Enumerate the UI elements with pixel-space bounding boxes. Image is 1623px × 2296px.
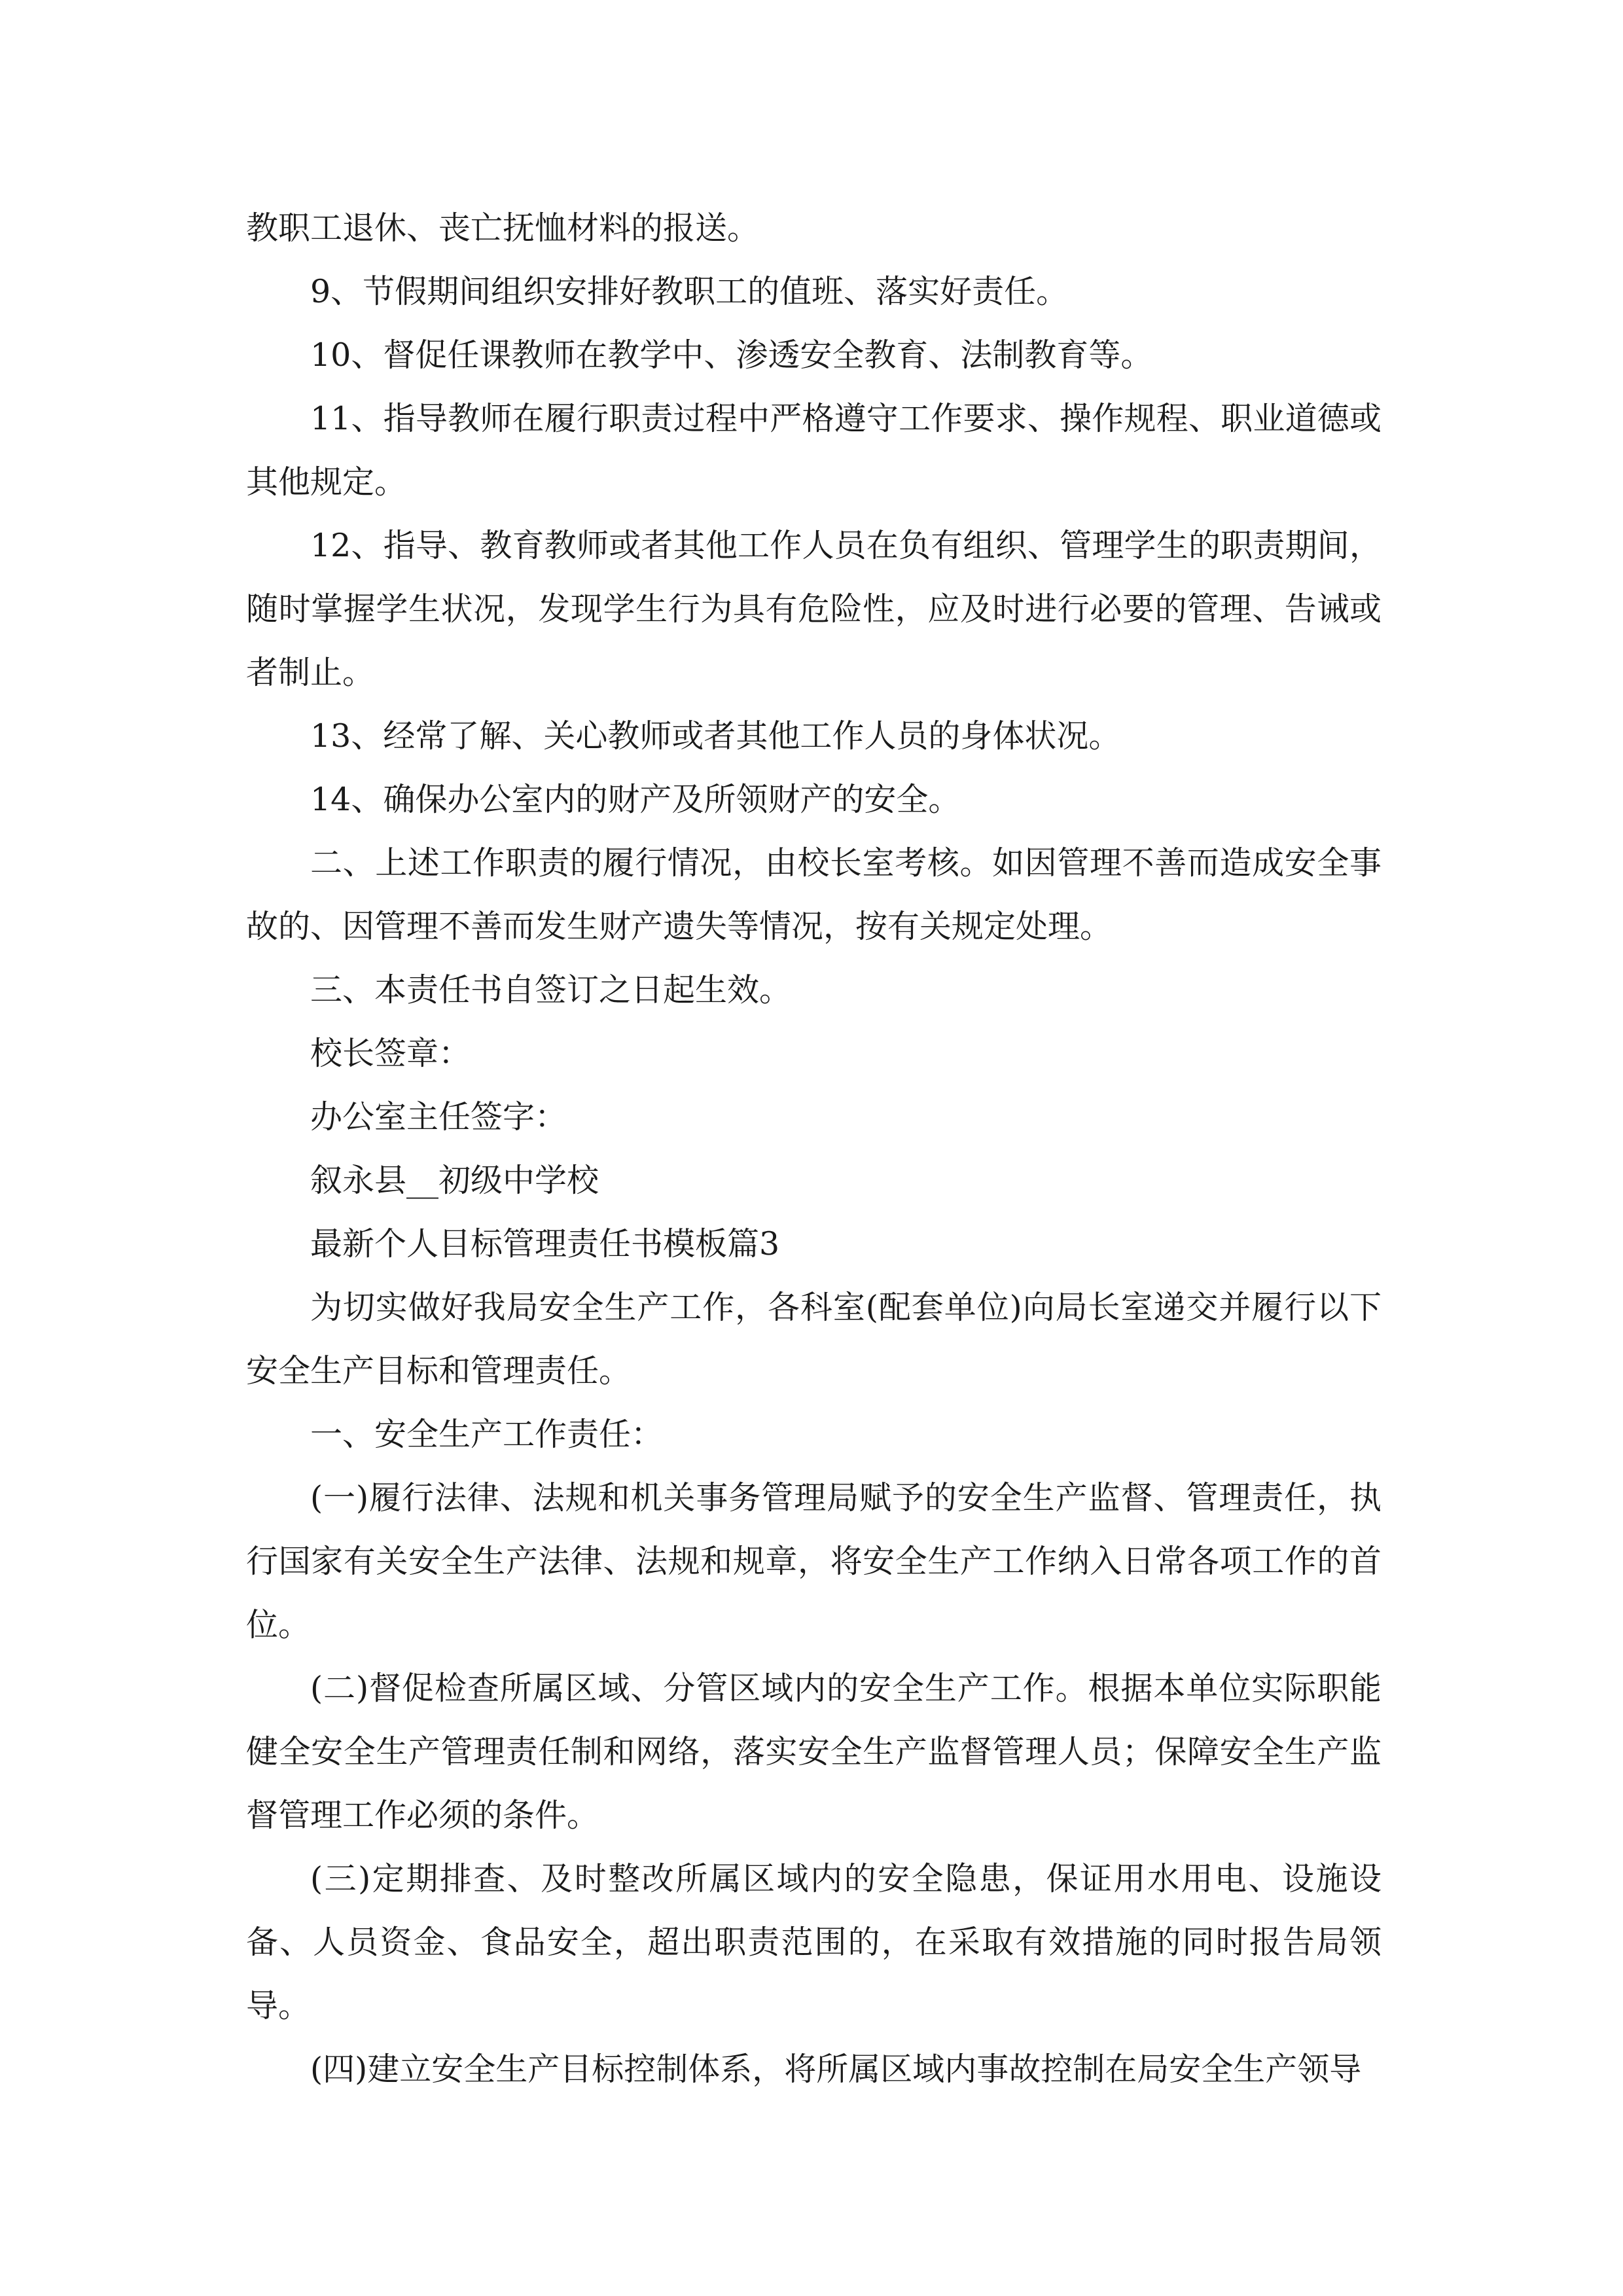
paragraph: 二、上述工作职责的履行情况，由校长室考核。如因管理不善而造成安全事故的、因管理不善而发生财产遗失等情况，按有关规定处理。 (246, 844, 1382, 945)
paragraph: 为切实做好我局安全生产工作，各科室(配套单位)向局长室递交并履行以下安全生产目标和管理责任。 (246, 1289, 1382, 1390)
paragraph: 一、安全生产工作责任： (310, 1416, 664, 1453)
section-title: 最新个人目标管理责任书模板篇3 (310, 1225, 780, 1263)
signature-line-office-director: 办公室主任签字： (310, 1098, 567, 1136)
paragraph: 12、指导、教育教师或者其他工作人员在负有组织、管理学生的职责期间，随时掌握学生状况，发现学生行为具有危险性，应及时进行必要的管理、告诫或者制止。 (246, 527, 1382, 691)
school-name: 叙永县__初级中学校 (310, 1162, 599, 1199)
paragraph: (二)督促检查所属区域、分管区域内的安全生产工作。根据本单位实际职能健全安全生产管理责任制和网络，落实安全生产监督管理人员；保障安全生产监督管理工作必须的条件。 (246, 1670, 1382, 1834)
paragraph: 9、节假期间组织安排好教职工的值班、落实好责任。 (310, 273, 1069, 310)
signature-line-principal: 校长签章： (310, 1035, 471, 1072)
paragraph: 13、经常了解、关心教师或者其他工作人员的身体状况。 (310, 717, 1121, 755)
paragraph: (三)定期排查、及时整改所属区域内的安全隐患，保证用水用电、设施设备、人员资金、食品安全，超出职责范围的，在采取有效措施的同时报告局领导。 (246, 1860, 1382, 2024)
paragraph: (四)建立安全生产目标控制体系，将所属区域内事故控制在局安全生产领导 (310, 2051, 1362, 2088)
paragraph: 10、督促任课教师在教学中、渗透安全教育、法制教育等。 (310, 336, 1153, 374)
paragraph: 14、确保办公室内的财产及所领财产的安全。 (310, 781, 961, 818)
document-body (246, 196, 1382, 2101)
paragraph: 三、本责任书自签订之日起生效。 (310, 971, 792, 1009)
paragraph: 11、指导教师在履行职责过程中严格遵守工作要求、操作规程、职业道德或其他规定。 (246, 400, 1382, 501)
paragraph: (一)履行法律、法规和机关事务管理局赋予的安全生产监督、管理责任，执行国家有关安全生产法律、法规和规章，将安全生产工作纳入日常各项工作的首位。 (246, 1479, 1382, 1643)
paragraph: 教职工退休、丧亡抚恤材料的报送。 (246, 209, 760, 247)
